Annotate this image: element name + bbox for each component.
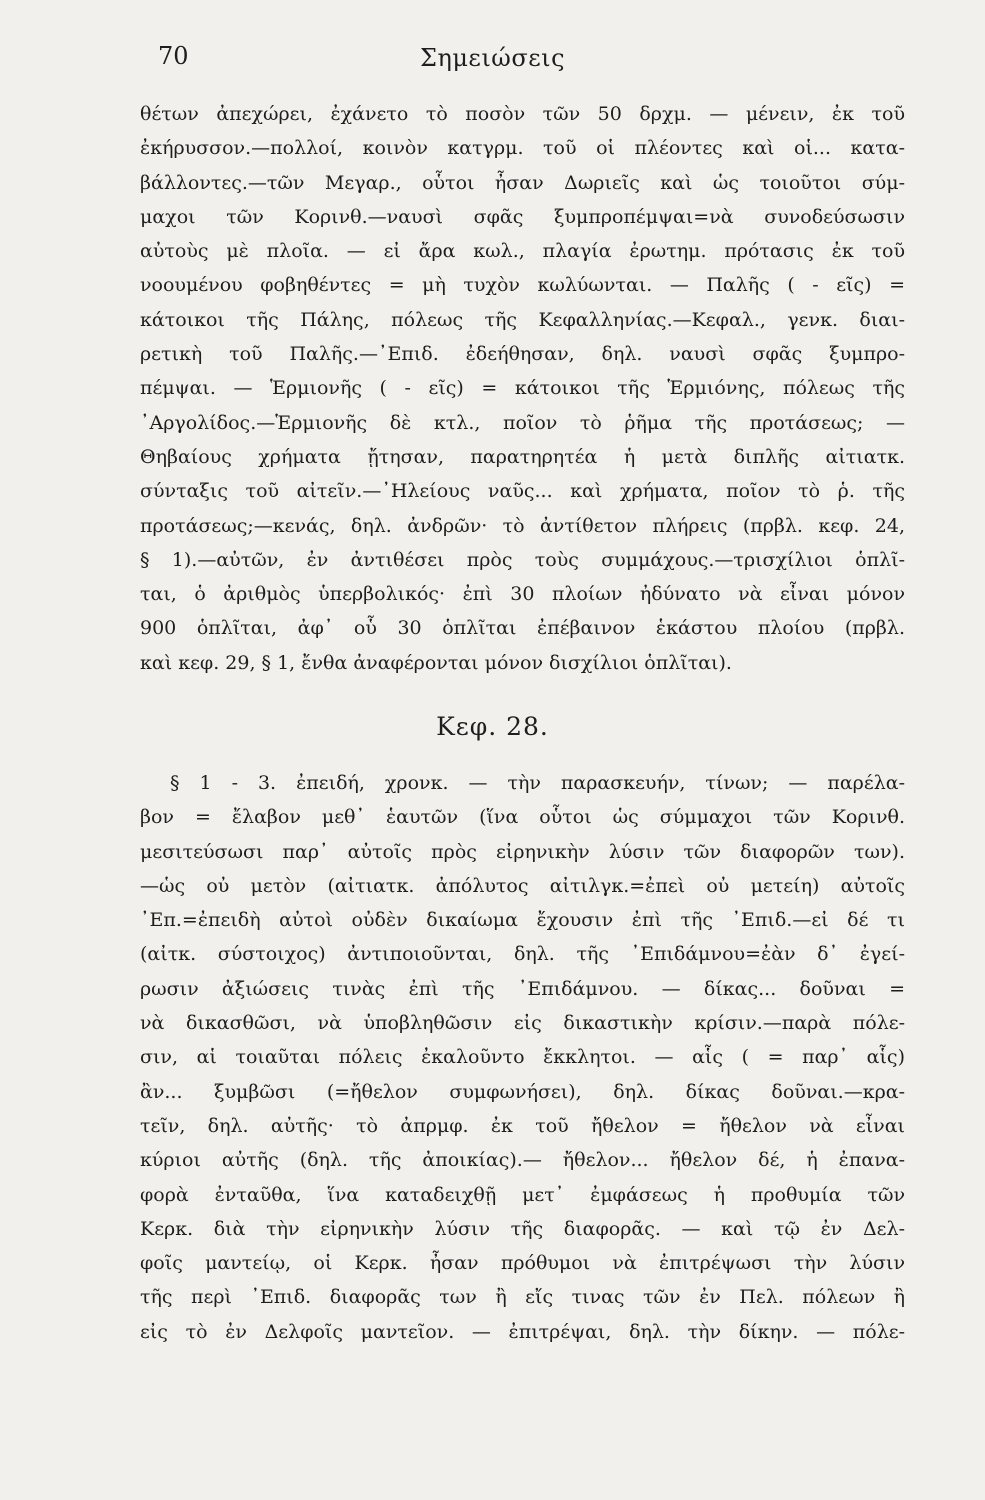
text-line: Θηβαίους χρήματα ᾔτησαν, παρατηρητέα ἡ μετὰ διπλῆς αἰτιατκ. <box>140 445 905 468</box>
text-line: βάλλοντες.—τῶν Μεγαρ., οὗτοι ἦσαν Δωριεῖς καὶ ὡς τοιοῦτοι σύμ- <box>140 171 905 194</box>
text-line: εἰς τὸ ἐν Δελφοῖς μαντεῖον. — ἐπιτρέψαι, δηλ. τὴν δίκην. — πόλε- <box>140 1320 905 1343</box>
text-line: —ὡς οὐ μετὸν (αἰτιατκ. ἀπόλυτος αἰτιλγκ.=ἐπεὶ οὐ μετείη) αὐτοῖς <box>140 874 905 897</box>
text-line: 900 ὁπλῖται, ἀφ᾿ οὗ 30 ὁπλῖται ἐπέβαινον ἑκάστου πλοίου (πρβλ. <box>140 617 905 640</box>
text-line: τῆς περὶ ᾿Επιδ. διαφορᾶς των ἢ εἴς τινας τῶν ἐν Πελ. πόλεων ἢ <box>140 1286 905 1309</box>
chapter-heading: Κεφ. 28. <box>436 712 549 741</box>
text-line: ἂν... ξυμβῶσι (=ἤθελον συμφωνήσει), δηλ. δίκας δοῦναι.—κρα- <box>140 1080 905 1103</box>
text-line: (αἰτκ. σύστοιχος) ἀντιποιοῦνται, δηλ. τῆς ᾿Επιδάμνου=ἐὰν δ᾿ ἐγεί- <box>140 943 905 966</box>
text-line: νοουμένου φοβηθέντες = μὴ τυχὸν κωλύωνται. — Παλῆς ( - εῖς) = <box>140 274 905 297</box>
text-line: πέμψαι. — Ἑρμιονῆς ( - εῖς) = κάτοικοι τῆς Ἑρμιόνης, πόλεως τῆς <box>140 377 905 400</box>
text-line: ἐκήρυσσον.—πολλοί, κοινὸν κατγρμ. τοῦ οἱ πλέοντες καὶ οἱ... κατα- <box>140 137 905 160</box>
text-line: σύνταξις τοῦ αἰτεῖν.—᾿Ηλείους ναῦς... καὶ χρήματα, ποῖον τὸ ῥ. τῆς <box>140 480 905 503</box>
text-line: φοῖς μαντείῳ, οἱ Κερκ. ἦσαν πρόθυμοι νὰ ἐπιτρέψωσι τὴν λύσιν <box>140 1252 905 1275</box>
text-line: κύριοι αὐτῆς (δηλ. τῆς ἀποικίας).— ἤθελον... ἤθελον δέ, ἡ ἐπανα- <box>140 1149 905 1172</box>
text-line: αὐτοὺς μὲ πλοῖα. — εἰ ἄρα κωλ., πλαγία ἐρωτημ. πρότασις ἐκ τοῦ <box>140 240 905 263</box>
text-line: προτάσεως;—κενάς, δηλ. ἀνδρῶν· τὸ ἀντίθετον πλήρεις (πρβλ. κεφ. 24, <box>140 514 905 537</box>
page-number: 70 <box>158 42 189 70</box>
text-line: μαχοι τῶν Κορινθ.—ναυσὶ σφᾶς ξυμπροπέμψαι=νὰ συνοδεύσωσιν <box>140 205 905 228</box>
text-line: ρωσιν ἀξιώσεις τινὰς ἐπὶ τῆς ᾿Επιδάμνου. — δίκας... δοῦναι = <box>140 977 905 1000</box>
text-line: θέτων ἀπεχώρει, ἐχάνετο τὸ ποσὸν τῶν 50 δρχμ. — μένειν, ἐκ τοῦ <box>140 103 905 125</box>
text-line: βον = ἔλαβον μεθ᾿ ἑαυτῶν (ἵνα οὗτοι ὡς σύμμαχοι τῶν Κορινθ. <box>140 806 905 829</box>
text-line: ρετικὴ τοῦ Παλῆς.—᾿Επιδ. ἐδεήθησαν, δηλ. ναυσὶ σφᾶς ξυμπρο- <box>140 343 905 366</box>
text-line: § 1).—αὐτῶν, ἐν ἀντιθέσει πρὸς τοὺς συμμάχους.—τρισχίλιοι ὁπλῖ- <box>140 548 905 571</box>
chapter-notes-block <box>140 766 905 1349</box>
text-line: ᾿Επ.=ἐπειδὴ αὐτοὶ οὐδὲν δικαίωμα ἔχουσιν ἐπὶ τῆς ᾿Επιδ.—εἰ δέ τι <box>140 909 905 932</box>
running-head <box>0 42 985 78</box>
text-line: Κερκ. διὰ τὴν εἰρηνικὴν λύσιν τῆς διαφορᾶς. — καὶ τῷ ἐν Δελ- <box>140 1217 905 1240</box>
text-line: κάτοικοι τῆς Πάλης, πόλεως τῆς Κεφαλληνίας.—Κεφαλ., γενκ. διαι- <box>140 308 905 331</box>
text-line: σιν, αἱ τοιαῦται πόλεις ἐκαλοῦντο ἔκκλητοι. — αἷς ( = παρ᾿ αἷς) <box>140 1046 905 1069</box>
text-line: μεσιτεύσωσι παρ᾿ αὐτοῖς πρὸς εἰρηνικὴν λύσιν τῶν διαφορῶν των). <box>140 840 905 863</box>
text-line: καὶ κεφ. 29, § 1, ἔνθα ἀναφέρονται μόνον δισχίλιοι ὁπλῖται). <box>140 651 732 674</box>
notes-continued-block <box>140 97 905 680</box>
running-title: Σημειώσεις <box>419 44 566 72</box>
text-line: ᾿Αργολίδος.—Ἑρμιονῆς δὲ κτλ., ποῖον τὸ ῥῆμα τῆς προτάσεως; — <box>140 411 905 434</box>
text-line: § 1 - 3. ἐπειδή, χρονκ. — τὴν παρασκευήν, τίνων; — παρέλα- <box>170 772 905 794</box>
text-line: τεῖν, δηλ. αὐτῆς· τὸ ἀπρμφ. ἐκ τοῦ ἤθελον = ἤθελον νὰ εἶναι <box>140 1114 905 1137</box>
text-line: φορὰ ἐνταῦθα, ἵνα καταδειχθῇ μετ᾿ ἐμφάσεως ἡ προθυμία τῶν <box>140 1183 905 1206</box>
text-line: νὰ δικασθῶσι, νὰ ὑποβληθῶσιν εἰς δικαστικὴν κρίσιν.—παρὰ πόλε- <box>140 1012 905 1035</box>
text-line: ται, ὁ ἀριθμὸς ὑπερβολικός· ἐπὶ 30 πλοίων ἠδύνατο νὰ εἶναι μόνον <box>140 583 905 606</box>
